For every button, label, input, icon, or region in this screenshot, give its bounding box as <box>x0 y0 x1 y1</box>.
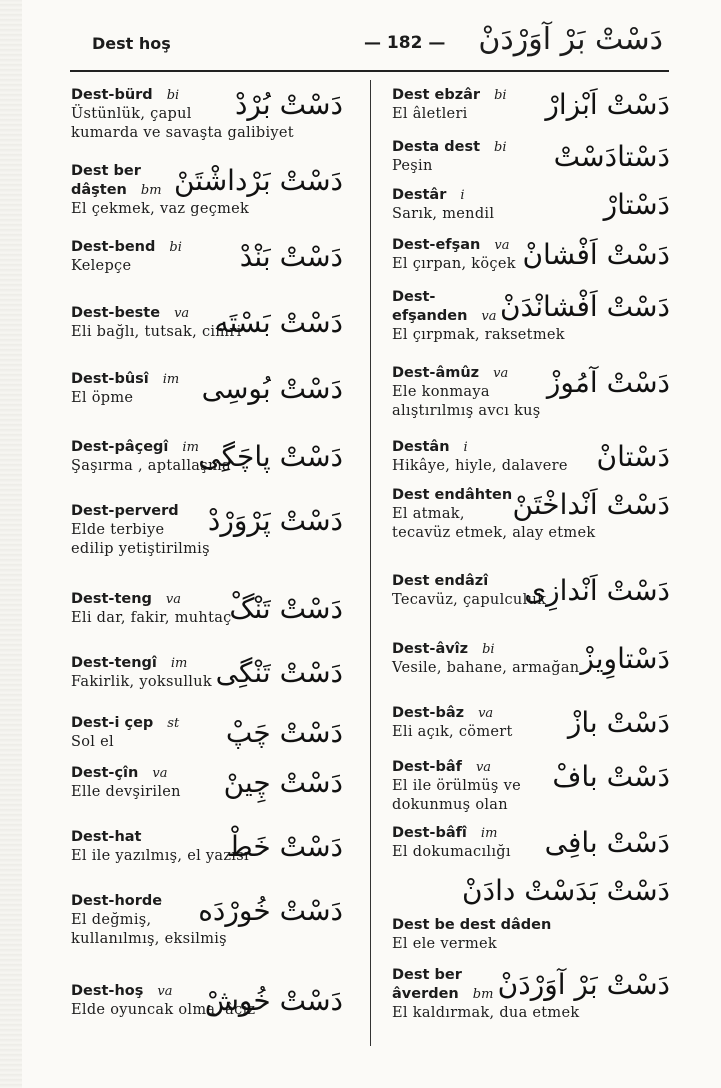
headword-text: Dest ber <box>392 967 462 983</box>
definition-line: Peşin <box>392 158 433 174</box>
arabic-script-word: دَسْتْ بَرْداشْتَنْ <box>173 164 343 197</box>
part-of-speech: im <box>182 440 199 455</box>
dictionary-entry <box>71 502 343 559</box>
arabic-script-word: دَسْتْ خُوشْ <box>204 984 343 1017</box>
headword-text: Dest ebzâr <box>392 87 481 103</box>
arabic-script-word: دَسْتْ بُوسِى <box>201 372 343 405</box>
dictionary-entry <box>71 590 343 628</box>
headword-text: Destân <box>392 439 450 455</box>
arabic-script-word: دَسْتْ چَپْ <box>225 716 343 749</box>
dictionary-entry <box>71 438 343 476</box>
definition-line: Tecavüz, çapulculuk <box>392 592 547 608</box>
arabic-script-word: دَسْتْ بَرْ آوَرْدَنْ <box>497 968 670 1001</box>
arabic-script-word: دَسْتْ پَرْوَرْدْ <box>207 504 343 537</box>
headword-text: Dest- <box>392 289 436 305</box>
dictionary-entry <box>392 572 670 610</box>
definition-line: Sarık, mendil <box>392 206 495 222</box>
dictionary-entry <box>392 288 670 345</box>
headword-text: Dest-i çep <box>71 715 154 731</box>
definition-line: Elde oyuncak olma, âciz <box>71 1002 256 1018</box>
definition-line: kumarda ve savaşta galibiyet <box>71 125 294 141</box>
definition-line: edilip yetiştirilmiş <box>71 541 210 557</box>
part-of-speech: va <box>165 592 182 607</box>
part-of-speech: va <box>152 766 168 781</box>
headword-text: Dest-bürd <box>71 87 153 103</box>
headword-text: Dest-beste <box>71 305 161 321</box>
headword-text: Dest ber <box>71 163 141 179</box>
running-head-arabic: دَسْتْ بَرْ آوَرْدَنْ <box>478 22 663 57</box>
headword-text: Dest be dest dâden <box>392 917 552 933</box>
definition-line: Vesile, bahane, armağan <box>392 660 580 676</box>
headword-text: Dest-bûsî <box>71 371 149 387</box>
part-of-speech: va <box>478 706 494 721</box>
headword-text: Dest-âmûz <box>392 365 480 381</box>
arabic-script-word: دَسْتْ بَسْتَه <box>214 306 343 339</box>
definition-line: dokunmuş olan <box>392 797 508 813</box>
dictionary-entry <box>71 370 343 408</box>
arabic-script-word: دَسْتْ اَفْشانْ <box>522 238 670 271</box>
arabic-script-word: دَسْتْ اَبْزارْ <box>545 88 670 121</box>
definition-line: El ile örülmüş ve <box>392 778 521 794</box>
part-of-speech: im <box>162 372 180 387</box>
dictionary-entry <box>71 982 343 1020</box>
dictionary-entry <box>392 186 670 224</box>
part-of-speech: va <box>494 238 510 253</box>
definition-line: Fakirlik, yoksulluk <box>71 674 212 690</box>
arabic-script-word: دَسْتْ پاچَگِى <box>198 440 343 473</box>
headword-text: Dest endâhten <box>392 487 513 503</box>
header-rule <box>70 70 669 72</box>
arabic-script-word: دَسْتارْ <box>603 188 670 221</box>
dictionary-entry <box>392 704 670 742</box>
definition-line: El atmak, <box>392 506 465 522</box>
definition-line: Eli dar, fakir, muhtaç <box>71 610 232 626</box>
column-divider <box>370 80 371 1046</box>
arabic-script-word: دَسْتاوِيزْ <box>580 642 670 675</box>
definition-line: El dokumacılığı <box>392 844 511 860</box>
dictionary-entry <box>392 364 670 421</box>
arabic-script-word: دَسْتْ آمُوزْ <box>546 366 670 399</box>
page-number: — 182 — <box>364 33 446 53</box>
definition-line: Şaşırma , aptallaşma <box>71 458 231 474</box>
dictionary-entry <box>392 916 670 954</box>
headword-text: Dest-pâçegî <box>71 439 169 455</box>
definition-line: El kaldırmak, dua etmek <box>392 1005 580 1021</box>
dictionary-entry <box>71 764 343 802</box>
definition-line: El âletleri <box>392 106 468 122</box>
definition-line: alıştırılmış avcı kuş <box>392 403 541 419</box>
definition-line: Hikâye, hiyle, dalavere <box>392 458 568 474</box>
headword-text: Dest-bâfî <box>392 825 467 841</box>
headword-text: Dest-hat <box>71 829 142 845</box>
scan-edge <box>0 0 22 1088</box>
dictionary-entry <box>392 438 670 476</box>
arabic-script-word: دَسْتْ بازْ <box>567 706 670 739</box>
part-of-speech: va <box>493 366 509 381</box>
entry-headword <box>392 916 670 935</box>
definition-line: Kelepçe <box>71 258 132 274</box>
arabic-script-word: دَسْتْ بَدَسْتْ دادَنْ <box>462 874 670 907</box>
part-of-speech: im <box>480 826 498 841</box>
dictionary-entry <box>71 892 343 949</box>
part-of-speech: bi <box>494 88 507 103</box>
headword-text: Dest-bâf <box>392 759 462 775</box>
arabic-script-word: دَسْتادَسْتْ <box>553 140 670 173</box>
part-of-speech: bi <box>169 240 182 255</box>
running-head-word: Dest hoş <box>92 34 171 53</box>
arabic-script-word: دَسْتْ بافِى <box>544 826 670 859</box>
headword-text: Dest-âvîz <box>392 641 469 657</box>
definition-line: tecavüz etmek, alay etmek <box>392 525 596 541</box>
definition-line: Üstünlük, çapul <box>71 106 192 122</box>
arabic-script-word: دَسْتْ خَطْ <box>226 830 343 863</box>
headword-text: âverden <box>392 986 459 1002</box>
definition-line: Eli bağlı, tutsak, cimri <box>71 324 242 340</box>
arabic-script-word: دَسْتْ اَنْداخْتَنْ <box>512 488 670 521</box>
headword-text: Dest-efşan <box>392 237 481 253</box>
headword-text: Dest endâzî <box>392 573 489 589</box>
headword-text: Dest-tengî <box>71 655 157 671</box>
dictionary-entry <box>71 828 343 866</box>
part-of-speech: bm <box>140 183 162 198</box>
arabic-script-word: دَسْتْ تَنْگْ <box>229 592 343 625</box>
dictionary-entry <box>392 236 670 274</box>
dictionary-entry <box>392 138 670 176</box>
dictionary-entry <box>392 486 670 543</box>
definition-line: kullanılmış, eksilmiş <box>71 931 227 947</box>
part-of-speech: bi <box>482 642 495 657</box>
headword-text: dâşten <box>71 182 127 198</box>
definition-line: Ele konmaya <box>392 384 490 400</box>
definition-line: Elle devşirilen <box>71 784 181 800</box>
arabic-script-word: دَسْتْ تَنْگِى <box>215 656 343 689</box>
definition-line: El değmiş, <box>71 912 152 928</box>
arabic-script-word: دَسْتانْ <box>596 440 670 473</box>
part-of-speech: im <box>170 656 188 671</box>
arabic-script-word: دَسْتْ چِينْ <box>223 766 343 799</box>
headword-text: Destâr <box>392 187 447 203</box>
dictionary-entry <box>71 162 343 219</box>
dictionary-entry <box>392 758 670 815</box>
headword-text: Dest-teng <box>71 591 152 607</box>
headword-text: efşanden <box>392 308 468 324</box>
dictionary-entry <box>71 714 343 752</box>
headword-text: Dest-perverd <box>71 503 179 519</box>
headword-text: Dest-hoş <box>71 983 144 999</box>
dictionary-entry <box>71 304 343 342</box>
part-of-speech: bi <box>166 88 180 103</box>
dictionary-entry <box>71 238 343 276</box>
arabic-script-word: دَسْتْ خُورْدَه <box>198 894 343 927</box>
arabic-script-word: دَسْتْ بُرْدْ <box>234 88 343 121</box>
definition-line: Elde terbiye <box>71 522 165 538</box>
definition-line: El çırpan, köçek <box>392 256 516 272</box>
arabic-script-word: دَسْتْ اَنْدازِى <box>524 574 670 607</box>
dictionary-entry <box>392 966 670 1023</box>
definition-line: El çırpmak, raksetmek <box>392 327 565 343</box>
headword-text: Desta dest <box>392 139 481 155</box>
part-of-speech: bi <box>494 140 507 155</box>
arabic-script-word: دَسْتْ بافْ <box>552 760 670 793</box>
definition-line: El ile yazılmış, el yazısı <box>71 848 249 864</box>
headword-text: Dest-bend <box>71 239 156 255</box>
definition-line: El öpme <box>71 390 134 406</box>
dictionary-entry <box>71 654 343 692</box>
arabic-script-word: دَسْتْ اَفْشانْدَنْ <box>499 290 670 323</box>
part-of-speech: i <box>460 188 465 203</box>
part-of-speech: va <box>174 306 190 321</box>
headword-text: Dest-bâz <box>392 705 465 721</box>
definition-line: El çekmek, vaz geçmek <box>71 201 250 217</box>
part-of-speech: va <box>157 984 173 999</box>
arabic-script-word: دَسْتْ بَنْدْ <box>239 240 343 273</box>
headword-text: Dest-horde <box>71 893 163 909</box>
dictionary-entry <box>392 640 670 678</box>
definition-line: Sol el <box>71 734 114 750</box>
dictionary-entry <box>392 86 670 124</box>
part-of-speech: i <box>463 440 468 455</box>
dictionary-entry <box>392 824 670 862</box>
part-of-speech: st <box>167 716 180 731</box>
dictionary-entry <box>71 86 343 143</box>
definition-line: Eli açık, cömert <box>392 724 513 740</box>
part-of-speech: va <box>475 760 492 775</box>
part-of-speech: bm <box>472 987 494 1002</box>
part-of-speech: va <box>481 309 497 324</box>
definition-line: El ele vermek <box>392 936 497 952</box>
headword-text: Dest-çîn <box>71 765 139 781</box>
dictionary-entry <box>392 874 670 907</box>
